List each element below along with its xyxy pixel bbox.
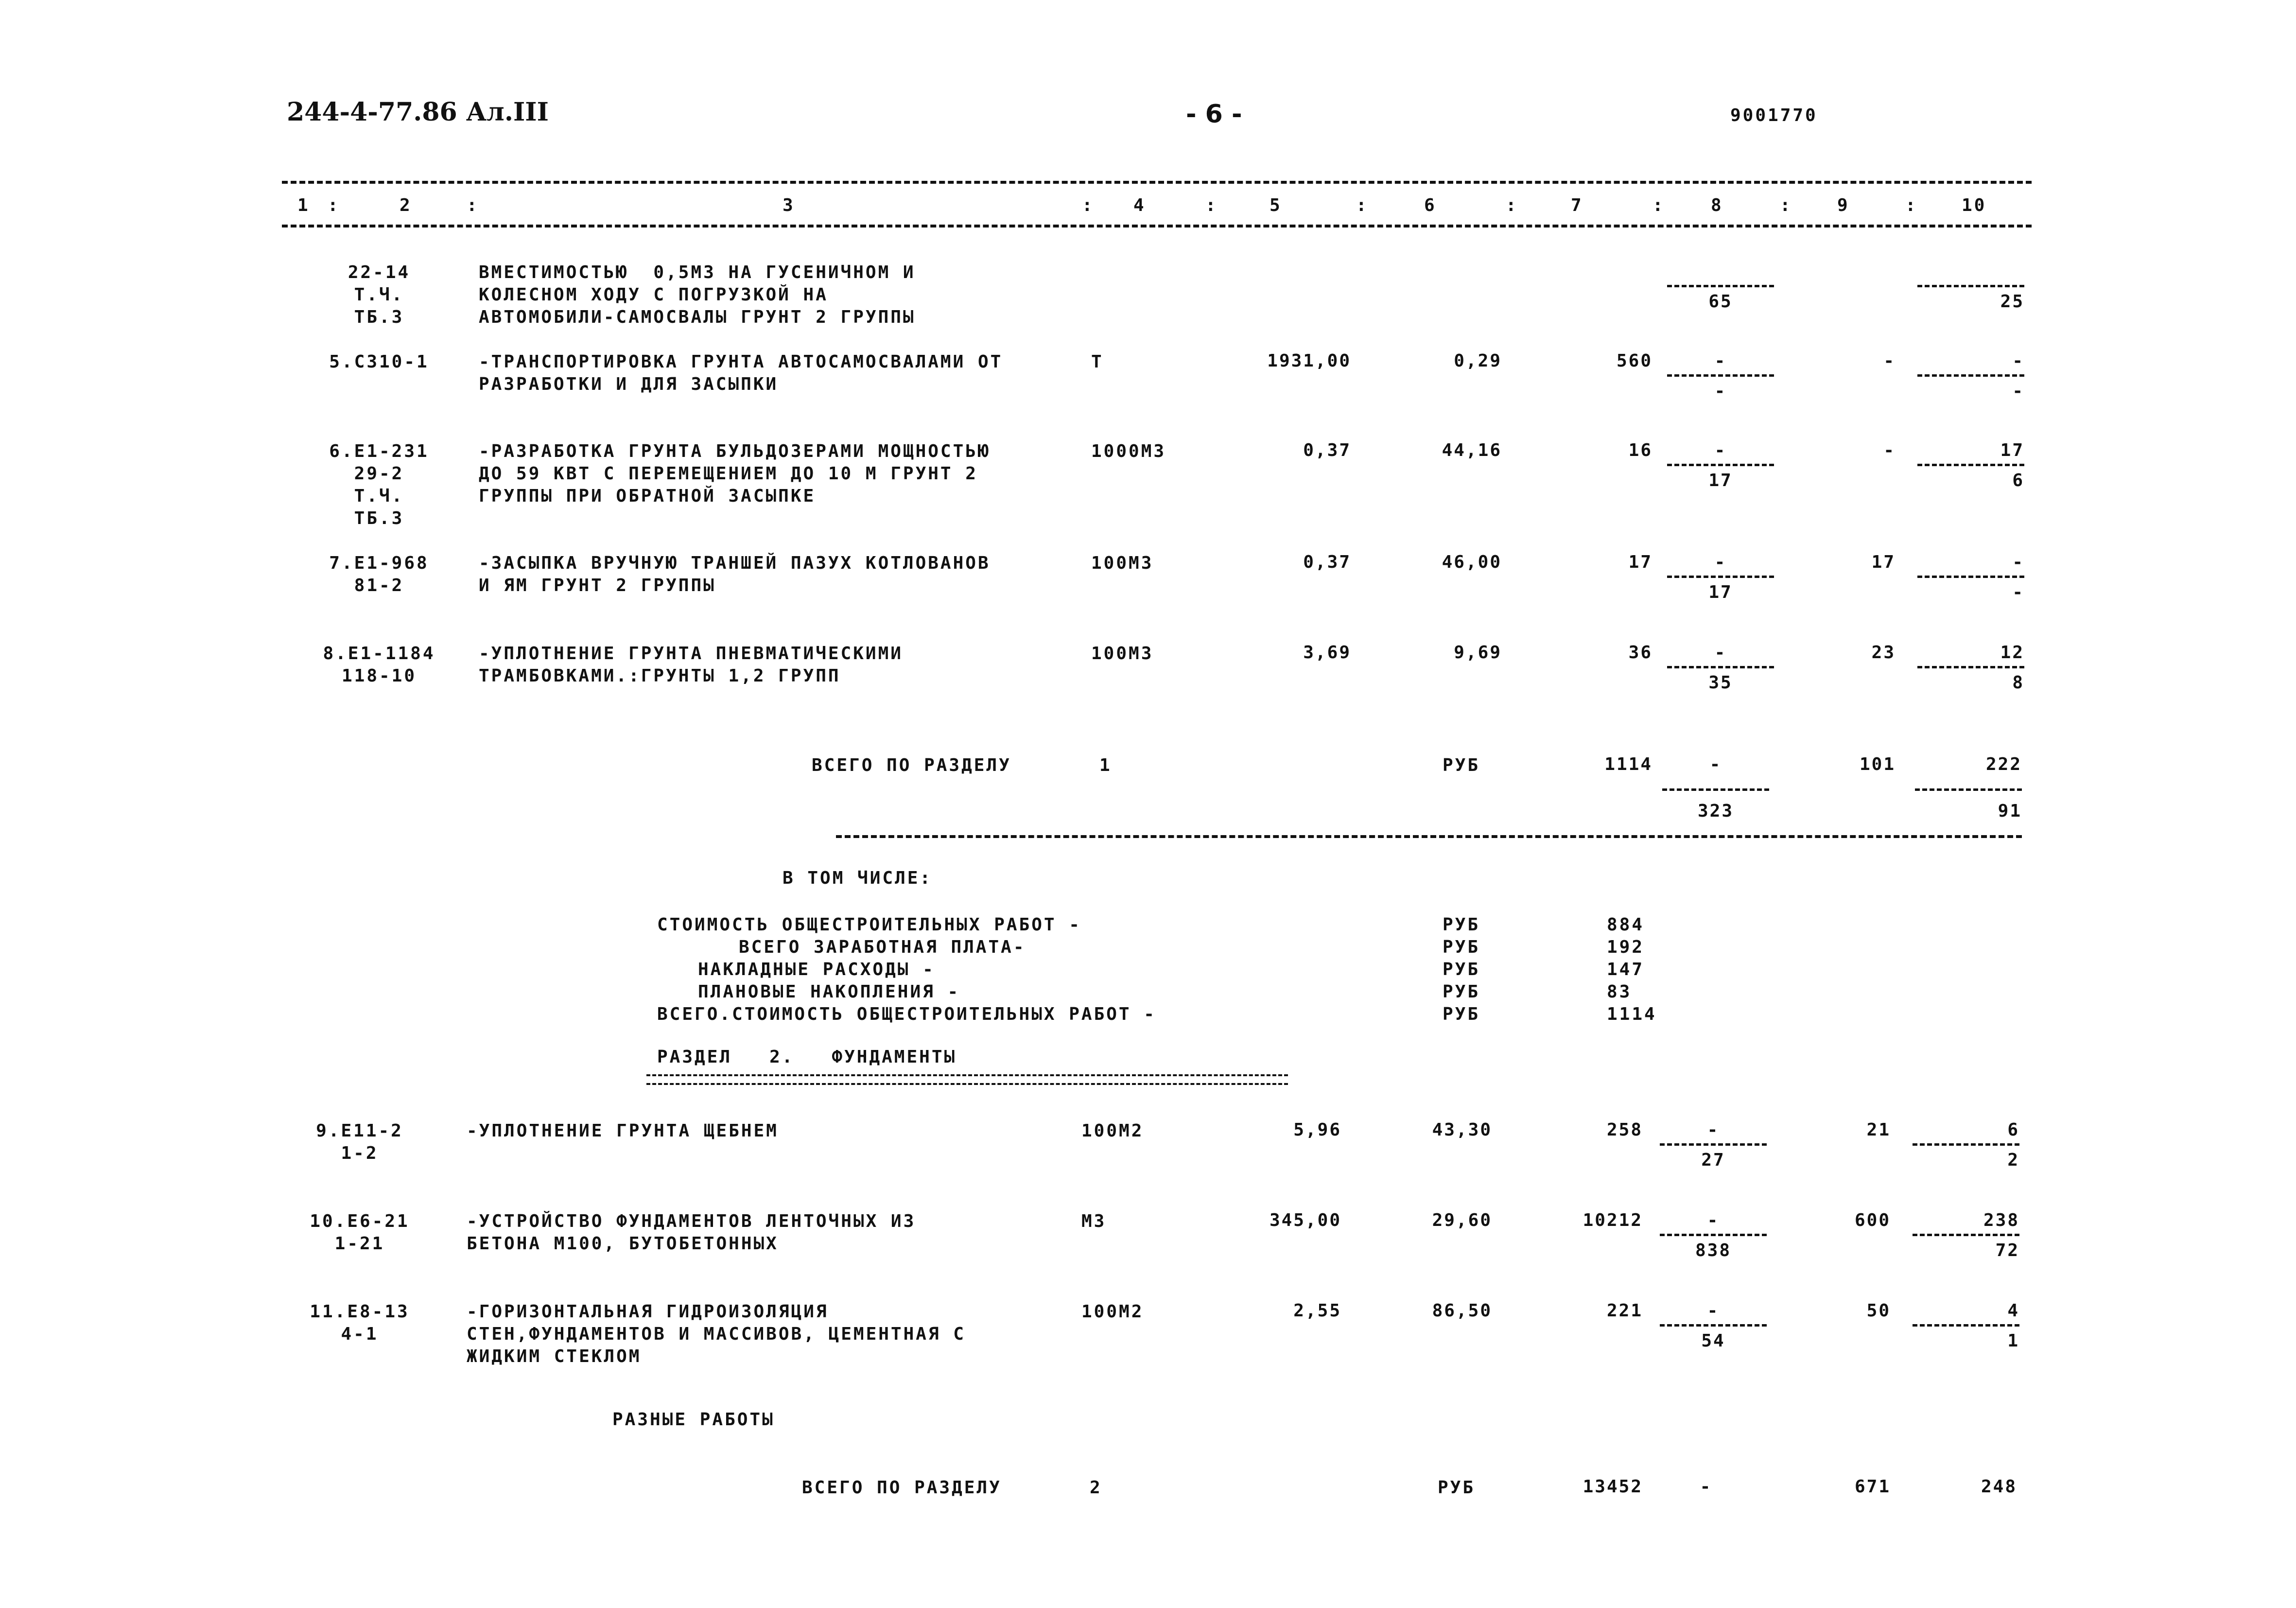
row-col8-divider xyxy=(1667,464,1774,466)
section-2-total-unit: РУБ xyxy=(1438,1478,1476,1498)
row-description-line: -ТРАНСПОРТИРОВКА ГРУНТА АВТОСАМОСВАЛАМИ ОТ xyxy=(479,352,1003,372)
breakdown-label: ВСЕГО.СТОИМОСТЬ ОБЩЕСТРОИТЕЛЬНЫХ РАБОТ - xyxy=(657,1004,1156,1024)
row-description-line: ТРАМБОВКАМИ.:ГРУНТЫ 1,2 ГРУПП xyxy=(479,666,841,686)
row-code-line: 81-2 xyxy=(354,576,404,595)
column-header-rule xyxy=(282,225,2032,227)
row-col8-divider xyxy=(1667,666,1774,668)
row-unit-price: 29,60 xyxy=(1432,1210,1492,1230)
row-description-line: -УПЛОТНЕНИЕ ГРУНТА ПНЕВМАТИЧЕСКИМИ xyxy=(479,644,903,664)
row-col10-top: 17 xyxy=(2000,440,2024,460)
row-unit: 100М3 xyxy=(1091,553,1154,573)
section-2-total-number: 2 xyxy=(1090,1478,1102,1498)
document-number: 9001770 xyxy=(1730,105,1818,125)
page-number: - 6 - xyxy=(1186,100,1242,129)
row-description xyxy=(467,1120,779,1142)
row-description-line: ГРУППЫ ПРИ ОБРАТНОЙ ЗАСЫПКЕ xyxy=(479,486,816,506)
column-header-label: : xyxy=(328,195,340,215)
row-description-line: РАЗРАБОТКИ И ДЛЯ ЗАСЫПКИ xyxy=(479,374,779,394)
row-total: 560 xyxy=(1616,351,1652,371)
row-code xyxy=(306,552,452,597)
row-code-line: 1-21 xyxy=(334,1234,385,1254)
row-total: 258 xyxy=(1606,1120,1643,1140)
row-col10-divider xyxy=(1917,464,2024,466)
row-col8-bottom: 35 xyxy=(1708,673,1733,693)
row-code-line: 11.Е8-13 xyxy=(310,1302,410,1322)
column-header-label: 9 xyxy=(1837,195,1850,215)
section-2-total-col9: 671 xyxy=(1854,1477,1891,1497)
row-description-line: ДО 59 КВТ С ПЕРЕМЕЩЕНИЕМ ДО 10 М ГРУНТ 2 xyxy=(479,464,978,484)
breakdown-value: 147 xyxy=(1607,960,1645,979)
row-code xyxy=(287,1210,433,1255)
row-col8-bottom: 65 xyxy=(1708,292,1733,312)
row-code-line: 4-1 xyxy=(341,1324,379,1344)
column-header-label: 2 xyxy=(400,195,412,215)
row-col10-bottom: - xyxy=(2012,582,2024,602)
row-description-line: -ЗАСЫПКА ВРУЧНУЮ ТРАНШЕЙ ПАЗУХ КОТЛОВАНОВ xyxy=(479,553,991,573)
row-unit-price: 43,30 xyxy=(1432,1120,1492,1140)
section-1-total-col8-divider xyxy=(1662,788,1769,791)
row-col8-divider xyxy=(1667,285,1774,287)
breakdown-unit: РУБ xyxy=(1443,937,1480,957)
row-col9: 600 xyxy=(1854,1210,1891,1230)
row-col10-divider xyxy=(1917,666,2024,668)
row-col8-bottom: 838 xyxy=(1695,1241,1732,1260)
row-col8-bottom: 54 xyxy=(1701,1331,1725,1351)
column-header-label: : xyxy=(1780,195,1792,215)
section-2-heading: РАЗДЕЛ 2. ФУНДАМЕНТЫ xyxy=(657,1047,957,1067)
row-code-line: 118-10 xyxy=(341,666,417,686)
row-code-line: 9.Е11-2 xyxy=(316,1121,403,1141)
row-col8-bottom: 17 xyxy=(1708,471,1733,490)
row-col8-top: - xyxy=(1714,440,1727,460)
row-description-line: СТЕН,ФУНДАМЕНТОВ И МАССИВОВ, ЦЕМЕНТНАЯ С xyxy=(467,1324,966,1344)
row-col10-divider xyxy=(1913,1234,2019,1236)
row-code-line: 10.Е6-21 xyxy=(310,1211,410,1231)
row-description xyxy=(467,1301,966,1368)
section-1-total-sum: 1114 xyxy=(1604,754,1652,774)
row-quantity: 0,37 xyxy=(1303,552,1351,572)
row-description-line: -РАЗРАБОТКА ГРУНТА БУЛЬДОЗЕРАМИ МОЩНОСТЬЮ xyxy=(479,441,991,461)
row-unit-price: 9,69 xyxy=(1454,643,1502,663)
row-col10-bottom: 2 xyxy=(2007,1150,2019,1170)
column-header-label: 1 xyxy=(297,195,310,215)
row-code xyxy=(306,440,452,530)
row-unit: 100М2 xyxy=(1081,1302,1144,1322)
row-col9: - xyxy=(1883,351,1896,371)
column-header-label: 7 xyxy=(1571,195,1583,215)
row-col8-top: - xyxy=(1714,351,1727,371)
row-col10-divider xyxy=(1917,576,2024,578)
row-col8-top: - xyxy=(1714,552,1727,572)
misc-works-heading: РАЗНЫЕ РАБОТЫ xyxy=(612,1410,775,1430)
row-description xyxy=(479,643,903,687)
row-code xyxy=(306,643,452,687)
row-col10-divider xyxy=(1913,1143,2019,1146)
row-col8-bottom: 27 xyxy=(1701,1150,1725,1170)
row-col8-bottom: 17 xyxy=(1708,582,1733,602)
row-col8-divider xyxy=(1660,1143,1767,1146)
breakdown-label: ВСЕГО ЗАРАБОТНАЯ ПЛАТА- xyxy=(739,937,1026,957)
row-col10-bottom: 25 xyxy=(2000,292,2024,312)
row-description-line: КОЛЕСНОМ ХОДУ С ПОГРУЗКОЙ НА xyxy=(479,285,828,305)
column-header-label: : xyxy=(1652,195,1665,215)
row-col8-divider xyxy=(1660,1324,1767,1327)
row-code xyxy=(306,351,452,373)
row-code-line: 29-2 xyxy=(354,464,404,484)
row-code-line: Т.Ч. xyxy=(354,486,404,506)
column-header-label: 10 xyxy=(1962,195,1987,215)
row-unit-price: 86,50 xyxy=(1432,1301,1492,1321)
row-unit: 1000М3 xyxy=(1091,441,1166,461)
row-description-line: ЖИДКИМ СТЕКЛОМ xyxy=(467,1346,642,1366)
row-total: 36 xyxy=(1628,643,1652,663)
row-code-line: 6.Е1-231 xyxy=(329,441,429,461)
row-quantity: 5,96 xyxy=(1293,1120,1341,1140)
row-total: 221 xyxy=(1606,1301,1643,1321)
row-col10-bottom: 8 xyxy=(2012,673,2024,693)
section-2-total-label: ВСЕГО ПО РАЗДЕЛУ xyxy=(802,1478,1002,1498)
row-col8-divider xyxy=(1667,374,1774,377)
column-header-label: : xyxy=(467,195,479,215)
row-total: 16 xyxy=(1628,440,1652,460)
row-unit: 100М2 xyxy=(1081,1121,1144,1141)
column-header-label: : xyxy=(1506,195,1518,215)
section-1-total-col10-bottom: 91 xyxy=(1998,801,2022,821)
row-total: 10212 xyxy=(1583,1210,1643,1230)
row-unit-price: 0,29 xyxy=(1454,351,1502,371)
breakdown-unit: РУБ xyxy=(1443,1004,1480,1024)
row-col8-divider xyxy=(1660,1234,1767,1236)
breakdown-heading: В ТОМ ЧИСЛЕ: xyxy=(783,868,933,888)
section-2-heading-underline xyxy=(646,1074,1288,1085)
section-1-total-col8-bottom: 323 xyxy=(1697,801,1734,821)
row-col9: 50 xyxy=(1866,1301,1891,1321)
column-header-label: 3 xyxy=(783,195,795,215)
section-1-total-label: ВСЕГО ПО РАЗДЕЛУ xyxy=(812,755,1011,775)
row-col10-top: - xyxy=(2012,351,2024,371)
section-1-total-col10-top: 222 xyxy=(1985,754,2022,774)
row-col8-top: - xyxy=(1707,1120,1720,1140)
row-description xyxy=(467,1210,916,1255)
column-header-label: : xyxy=(1205,195,1218,215)
table-top-rule xyxy=(282,181,2032,184)
breakdown-label: НАКЛАДНЫЕ РАСХОДЫ - xyxy=(698,960,935,979)
row-col8-top: - xyxy=(1707,1210,1720,1230)
row-description-line: -УСТРОЙСТВО ФУНДАМЕНТОВ ЛЕНТОЧНЫХ ИЗ xyxy=(467,1211,916,1231)
row-col10-bottom: - xyxy=(2012,381,2024,401)
column-header-label: 6 xyxy=(1424,195,1437,215)
row-col10-divider xyxy=(1917,374,2024,377)
row-description-line: АВТОМОБИЛИ-САМОСВАЛЫ ГРУНТ 2 ГРУППЫ xyxy=(479,307,916,327)
row-description-line: ВМЕСТИМОСТЬЮ 0,5М3 НА ГУСЕНИЧНОМ И xyxy=(479,262,916,282)
document-code: 244-4-77.86 Ал.III xyxy=(287,97,549,127)
section-1-total-col10-divider xyxy=(1915,788,2022,791)
row-col10-top: - xyxy=(2012,552,2024,572)
section-1-total-rule xyxy=(836,835,2022,838)
row-description-line: И ЯМ ГРУНТ 2 ГРУППЫ xyxy=(479,576,716,595)
column-header-label: : xyxy=(1082,195,1095,215)
row-description xyxy=(479,552,991,597)
breakdown-unit: РУБ xyxy=(1443,982,1480,1002)
row-col9: 17 xyxy=(1871,552,1896,572)
section-2-total-col10-top: 248 xyxy=(1981,1477,2017,1497)
row-code-line: Т.Ч. xyxy=(354,285,404,305)
breakdown-value: 192 xyxy=(1607,937,1645,957)
row-code xyxy=(306,262,452,329)
row-code-line: 7.Е1-968 xyxy=(329,553,429,573)
breakdown-unit: РУБ xyxy=(1443,915,1480,935)
column-header-label: : xyxy=(1905,195,1918,215)
row-description xyxy=(479,440,991,507)
column-header-label: 5 xyxy=(1270,195,1282,215)
row-col10-divider xyxy=(1913,1324,2019,1327)
row-description-line: -УПЛОТНЕНИЕ ГРУНТА ЩЕБНЕМ xyxy=(467,1121,779,1141)
row-col10-top: 12 xyxy=(2000,643,2024,663)
section-1-total-unit: РУБ xyxy=(1443,755,1480,775)
row-quantity: 3,69 xyxy=(1303,643,1351,663)
column-header-label: : xyxy=(1356,195,1369,215)
row-unit: Т xyxy=(1091,352,1104,372)
row-code-line: 8.Е1-1184 xyxy=(323,644,435,664)
section-2-total-col8-top: - xyxy=(1700,1477,1712,1497)
row-description-line: -ГОРИЗОНТАЛЬНАЯ ГИДРОИЗОЛЯЦИЯ xyxy=(467,1302,829,1322)
breakdown-label: СТОИМОСТЬ ОБЩЕСТРОИТЕЛЬНЫХ РАБОТ - xyxy=(657,915,1081,935)
row-quantity: 0,37 xyxy=(1303,440,1351,460)
section-1-total-number: 1 xyxy=(1099,755,1112,775)
row-code-line: 1-2 xyxy=(341,1143,379,1163)
row-quantity: 1931,00 xyxy=(1267,351,1351,371)
breakdown-label: ПЛАНОВЫЕ НАКОПЛЕНИЯ - xyxy=(698,982,960,1002)
row-col10-top: 238 xyxy=(1983,1210,2019,1230)
row-description-line: БЕТОНА М100, БУТОБЕТОННЫХ xyxy=(467,1234,779,1254)
row-col9: 23 xyxy=(1871,643,1896,663)
row-quantity: 345,00 xyxy=(1269,1210,1341,1230)
row-col10-top: 6 xyxy=(2007,1120,2019,1140)
column-header-label: 4 xyxy=(1133,195,1146,215)
row-code-line: 22-14 xyxy=(348,262,411,282)
row-unit-price: 44,16 xyxy=(1442,440,1502,460)
breakdown-value: 1114 xyxy=(1607,1004,1657,1024)
row-col9: - xyxy=(1883,440,1896,460)
row-col8-bottom: - xyxy=(1714,381,1727,401)
row-description xyxy=(479,262,916,329)
row-description xyxy=(479,351,1003,396)
row-unit: М3 xyxy=(1081,1211,1107,1231)
row-code-line: ТБ.3 xyxy=(354,508,404,528)
section-2-total-sum: 13452 xyxy=(1583,1477,1643,1497)
breakdown-value: 83 xyxy=(1607,982,1632,1002)
column-header-label: 8 xyxy=(1711,195,1723,215)
row-col10-divider xyxy=(1917,285,2024,287)
row-quantity: 2,55 xyxy=(1293,1301,1341,1321)
section-1-total-col8-top: - xyxy=(1709,754,1722,774)
row-col8-top: - xyxy=(1707,1301,1720,1321)
breakdown-unit: РУБ xyxy=(1443,960,1480,979)
row-code-line: 5.С310-1 xyxy=(329,352,429,372)
row-code xyxy=(287,1120,433,1165)
row-col10-bottom: 6 xyxy=(2012,471,2024,490)
row-col10-top: 4 xyxy=(2007,1301,2019,1321)
row-unit-price: 46,00 xyxy=(1442,552,1502,572)
row-col8-divider xyxy=(1667,576,1774,578)
row-col10-bottom: 72 xyxy=(1995,1241,2019,1260)
row-unit: 100М3 xyxy=(1091,644,1154,664)
row-col10-bottom: 1 xyxy=(2007,1331,2019,1351)
row-code-line: ТБ.3 xyxy=(354,307,404,327)
row-code xyxy=(287,1301,433,1346)
row-total: 17 xyxy=(1628,552,1652,572)
row-col8-top: - xyxy=(1714,643,1727,663)
breakdown-value: 884 xyxy=(1607,915,1645,935)
section-1-total-col9: 101 xyxy=(1859,754,1896,774)
row-col9: 21 xyxy=(1866,1120,1891,1140)
